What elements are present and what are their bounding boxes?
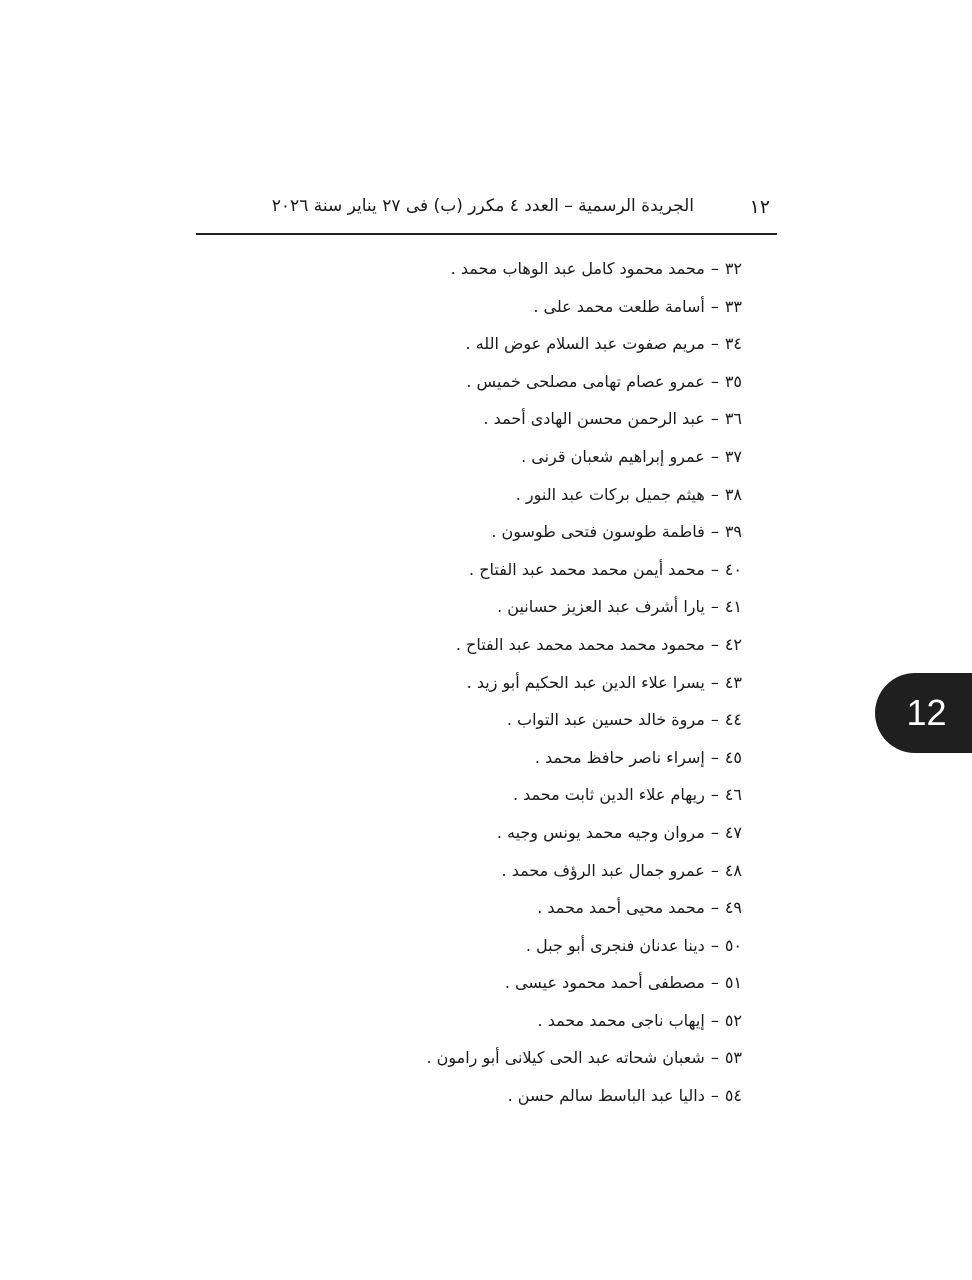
- item-name: محمد محمود كامل عبد الوهاب محمد .: [450, 259, 705, 278]
- item-dash: –: [710, 259, 719, 278]
- item-number: ٣٤: [724, 334, 742, 354]
- list-item: [426, 1077, 742, 1115]
- list-item: [426, 889, 742, 927]
- item-dash: –: [710, 559, 719, 579]
- item-dash: –: [710, 296, 719, 316]
- item-number: ٤٨: [724, 860, 742, 880]
- item-name: إيهاب ناجى محمد محمد .: [537, 1010, 705, 1030]
- list-item: [426, 551, 742, 589]
- header-divider: [196, 233, 777, 235]
- item-dash: –: [710, 522, 719, 542]
- item-number: ٥٠: [724, 935, 742, 955]
- list-item: [426, 476, 742, 514]
- item-dash: –: [710, 935, 719, 955]
- item-dash: –: [710, 672, 719, 692]
- item-dash: –: [710, 446, 719, 466]
- item-name: ريهام علاء الدين ثابت محمد .: [512, 785, 705, 805]
- item-name: مروان وجيه محمد يونس وجيه .: [496, 822, 705, 842]
- item-name: مريم صفوت عبد السلام عوض الله .: [465, 334, 705, 354]
- item-number: ٤٧: [724, 822, 742, 842]
- item-name: يسرا علاء الدين عبد الحكيم أبو زيد .: [466, 672, 705, 692]
- item-number: ٣٣: [724, 296, 742, 316]
- list-item: [426, 400, 742, 438]
- list-item: [426, 776, 742, 814]
- list-item: [426, 964, 742, 1002]
- item-dash: –: [710, 1048, 719, 1068]
- item-number: ٤٥: [724, 747, 742, 767]
- item-dash: –: [710, 334, 719, 354]
- item-dash: –: [710, 371, 719, 391]
- item-dash: –: [710, 860, 719, 880]
- item-dash: –: [710, 973, 719, 993]
- item-number: ٤٦: [724, 785, 742, 805]
- item-dash: –: [710, 1010, 719, 1030]
- item-name: أسامة طلعت محمد على .: [533, 296, 705, 316]
- item-name: محمد محيى أحمد محمد .: [537, 898, 705, 918]
- item-name: عمرو إبراهيم شعبان قرنى .: [521, 446, 705, 466]
- list-item: [426, 250, 742, 288]
- list-item: [426, 664, 742, 702]
- item-dash: –: [710, 822, 719, 842]
- item-name: يارا أشرف عبد العزيز حسانين .: [497, 597, 705, 617]
- page-header: [196, 192, 776, 226]
- page-indicator-label: 12: [906, 692, 947, 733]
- list-item: [426, 438, 742, 476]
- item-name: عمرو عصام تهامى مصلحى خميس .: [466, 371, 705, 391]
- list-item: [426, 325, 742, 363]
- item-number: ٣٨: [724, 484, 742, 504]
- list-item: [426, 814, 742, 852]
- item-number: ٤٤: [724, 710, 742, 730]
- item-number: ٤٠: [724, 559, 742, 579]
- list-item: [426, 363, 742, 401]
- item-dash: –: [710, 898, 719, 918]
- list-item: [426, 1002, 742, 1040]
- item-name: عمرو جمال عبد الرؤف محمد .: [501, 860, 705, 880]
- header-page-number: ١٢: [749, 196, 770, 218]
- item-dash: –: [710, 634, 719, 654]
- item-number: ٣٥: [724, 371, 742, 391]
- item-dash: –: [710, 747, 719, 767]
- item-number: ٣٧: [724, 446, 742, 466]
- list-item: [426, 626, 742, 664]
- list-item: [426, 588, 742, 626]
- header-title: الجريدة الرسمية – العدد ٤ مكرر (ب) فى ٢٧ يناير سنة ٢٠٢٦: [271, 196, 694, 216]
- item-name: داليا عبد الباسط سالم حسن .: [507, 1086, 705, 1106]
- item-name: مصطفى أحمد محمود عيسى .: [504, 973, 705, 993]
- list-item: [426, 927, 742, 965]
- list-item: [426, 513, 742, 551]
- item-dash: –: [710, 409, 719, 429]
- item-dash: –: [710, 1086, 719, 1106]
- item-number: ٤١: [724, 597, 742, 617]
- page-indicator-tab[interactable]: [875, 673, 972, 753]
- names-list: [426, 250, 742, 1115]
- item-name: عبد الرحمن محسن الهادى أحمد .: [483, 409, 705, 429]
- list-item: [426, 852, 742, 890]
- item-number: ٣٢: [724, 259, 742, 278]
- item-name: محمود محمد محمد محمد عبد الفتاح .: [455, 634, 705, 654]
- list-item: [426, 1039, 742, 1077]
- item-dash: –: [710, 597, 719, 617]
- item-dash: –: [710, 484, 719, 504]
- item-number: ٤٣: [724, 672, 742, 692]
- item-number: ٣٩: [724, 522, 742, 542]
- list-item: [426, 739, 742, 777]
- item-name: فاطمة طوسون فتحى طوسون .: [491, 522, 705, 542]
- list-item: [426, 288, 742, 326]
- item-number: ٥٣: [724, 1048, 742, 1068]
- item-name: شعبان شحاته عبد الحى كيلانى أبو رامون .: [426, 1048, 705, 1068]
- item-number: ٣٦: [724, 409, 742, 429]
- item-name: هيثم جميل بركات عبد النور .: [515, 484, 705, 504]
- list-item: [426, 701, 742, 739]
- item-name: دينا عدنان فنجرى أبو جبل .: [525, 935, 705, 955]
- item-name: إسراء ناصر حافظ محمد .: [534, 747, 705, 767]
- item-number: ٤٢: [724, 634, 742, 654]
- item-number: ٥٢: [724, 1010, 742, 1030]
- item-number: ٤٩: [724, 898, 742, 918]
- item-name: محمد أيمن محمد محمد عبد الفتاح .: [469, 559, 705, 579]
- item-dash: –: [710, 710, 719, 730]
- item-name: مروة خالد حسين عبد التواب .: [506, 710, 705, 730]
- item-number: ٥٤: [724, 1086, 742, 1106]
- item-number: ٥١: [724, 973, 742, 993]
- item-dash: –: [710, 785, 719, 805]
